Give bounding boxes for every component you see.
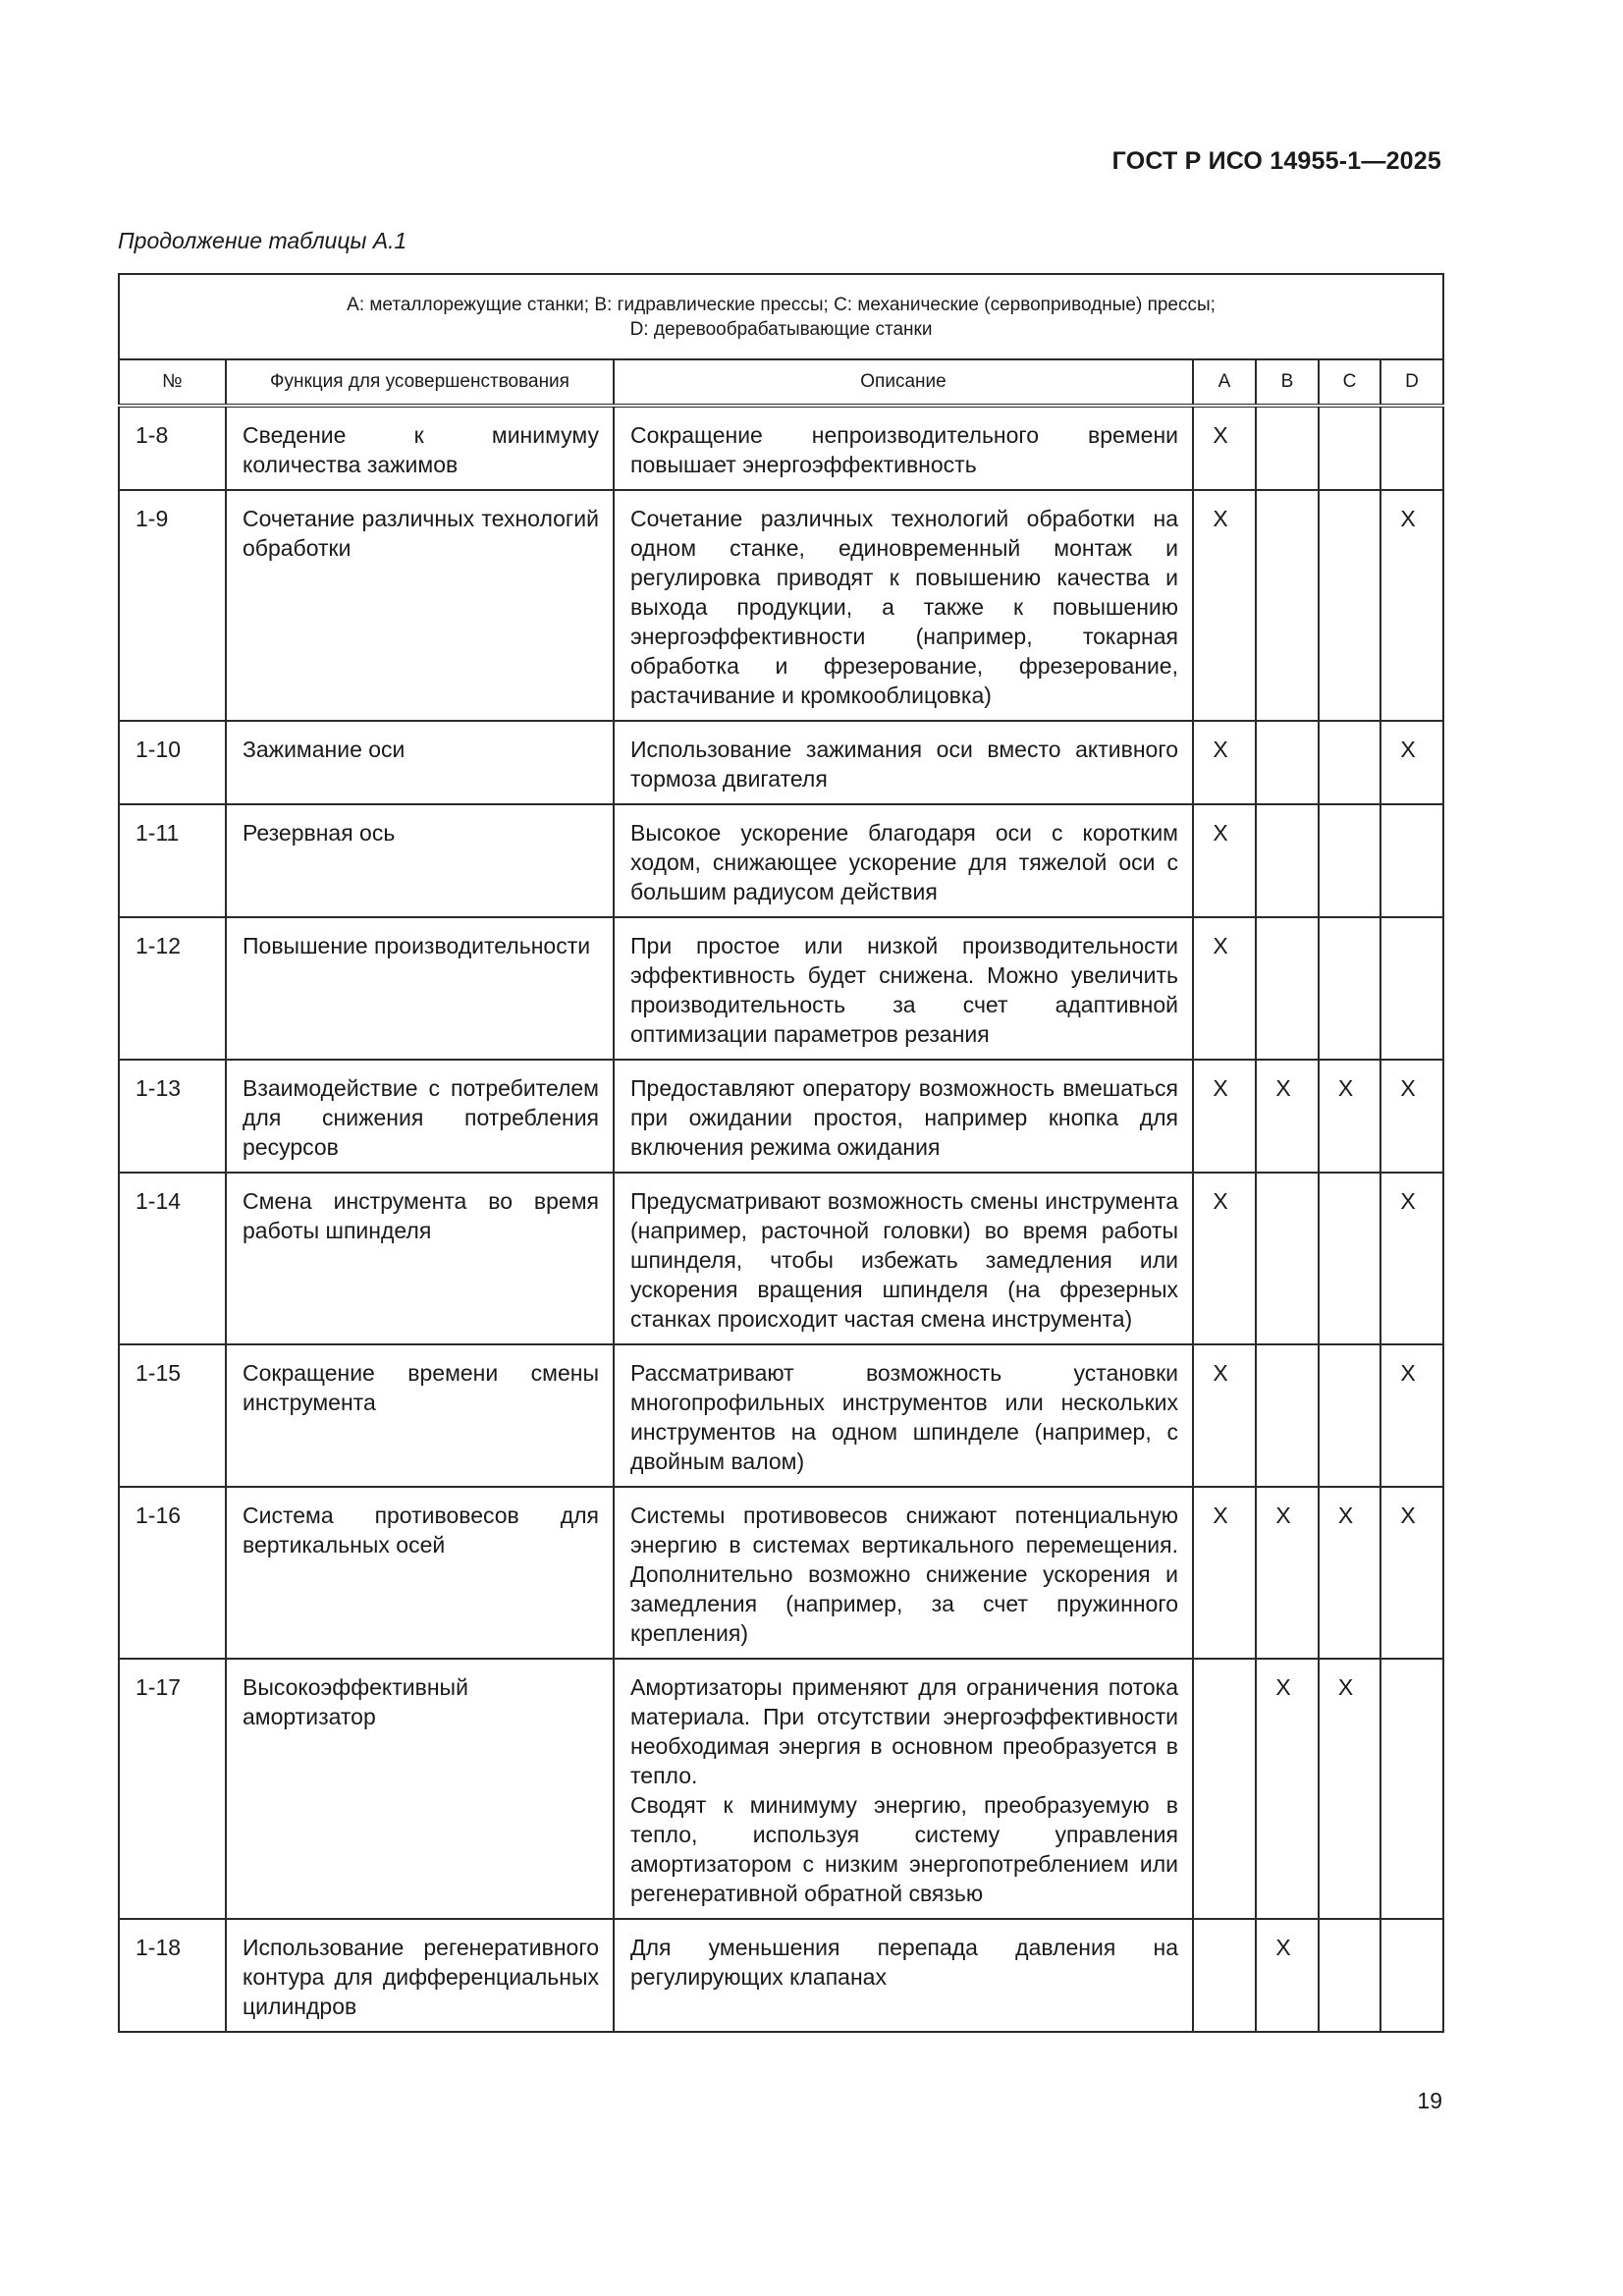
column-header-d: D [1380,359,1443,406]
table-caption: Продолжение таблицы А.1 [118,228,407,253]
row-description: Сокращение непроизводительного времени повышает энергоэффективность [614,406,1193,490]
row-mark-d [1380,917,1443,1060]
table-row [119,406,1443,490]
column-header-description: Описание [614,359,1193,406]
row-mark-b [1256,490,1319,721]
row-function: Сведение к минимуму количества зажимов [226,406,614,490]
table-row [119,1344,1443,1487]
row-number: 1-13 [119,1060,226,1173]
row-description: Системы противовесов снижают потенциальную энергию в системах вертикального перемещения. Дополнительно возможно снижение ускорения и замедления (например, за счет пружинного крепления) [614,1487,1193,1659]
row-number: 1-17 [119,1659,226,1919]
row-number: 1-18 [119,1919,226,2032]
row-description: Амортизаторы применяют для ограничения потока материала. При отсутствии энергоэффективности необходимая энергия в основном преобразуется в тепло. Сводят к минимуму энергию, преобразуемую в тепло, используя систему управления амортизатором с низким энергопотреблением или регенеративной обратной связью [614,1659,1193,1919]
row-function: Сокращение времени смены инструмента [226,1344,614,1487]
row-mark-a: X [1193,804,1256,917]
row-number: 1-10 [119,721,226,804]
row-mark-a: X [1193,1173,1256,1344]
row-mark-c [1319,917,1380,1060]
column-header-num: № [119,359,226,406]
row-mark-b: X [1256,1919,1319,2032]
row-mark-c [1319,1919,1380,2032]
row-mark-a: X [1193,1060,1256,1173]
row-mark-d: X [1380,490,1443,721]
row-mark-a [1193,1659,1256,1919]
column-header-a: A [1193,359,1256,406]
row-mark-b: X [1256,1487,1319,1659]
table-row [119,804,1443,917]
row-mark-b [1256,1173,1319,1344]
row-function: Зажимание оси [226,721,614,804]
row-mark-b [1256,721,1319,804]
row-mark-d: X [1380,1487,1443,1659]
page-number: 19 [1417,2088,1442,2113]
row-number: 1-14 [119,1173,226,1344]
row-mark-d [1380,1919,1443,2032]
row-number: 1-11 [119,804,226,917]
table-row [119,1173,1443,1344]
row-mark-c [1319,804,1380,917]
row-function: Смена инструмента во время работы шпинделя [226,1173,614,1344]
legend-line-2: D: деревообрабатывающие станки [629,318,933,340]
row-function: Система противовесов для вертикальных осей [226,1487,614,1659]
row-mark-d: X [1380,1060,1443,1173]
machine-type-legend [119,274,1443,359]
row-description: Сочетание различных технологий обработки на одном станке, единовременный монтаж и регулировка приводят к повышению качества и выхода продукции, а также к повышению энергоэффективности (например, токарная обработка и фрезерование, фрезерование, растачивание и кромкооблицовка) [614,490,1193,721]
row-mark-c [1319,1344,1380,1487]
row-mark-c: X [1319,1487,1380,1659]
row-mark-b: X [1256,1060,1319,1173]
row-number: 1-8 [119,406,226,490]
row-mark-a: X [1193,490,1256,721]
table-row [119,490,1443,721]
row-description: Предоставляют оператору возможность вмешаться при ожидании простоя, например кнопка для включения режима ожидания [614,1060,1193,1173]
row-mark-a: X [1193,917,1256,1060]
row-function: Взаимодействие с потребителем для снижения потребления ресурсов [226,1060,614,1173]
row-number: 1-9 [119,490,226,721]
row-mark-d [1380,406,1443,490]
table-row [119,1487,1443,1659]
row-mark-c [1319,721,1380,804]
column-header-row [119,359,1443,406]
row-mark-c [1319,1173,1380,1344]
column-header-function: Функция для усовершенствования [226,359,614,406]
row-mark-a [1193,1919,1256,2032]
row-description: Высокое ускорение благодаря оси с коротким ходом, снижающее ускорение для тяжелой оси с большим радиусом действия [614,804,1193,917]
legend-line-1: A: металлорежущие станки; B: гидравлические прессы; C: механические (сервоприводные) прессы; [347,294,1216,315]
row-number: 1-15 [119,1344,226,1487]
row-mark-b: X [1256,1659,1319,1919]
row-description: Рассматривают возможность установки многопрофильных инструментов или нескольких инструментов на одном шпинделе (например, с двойным валом) [614,1344,1193,1487]
row-mark-d [1380,804,1443,917]
row-mark-a: X [1193,721,1256,804]
row-function: Повышение производительности [226,917,614,1060]
row-mark-d: X [1380,1344,1443,1487]
row-mark-d [1380,1659,1443,1919]
row-mark-a: X [1193,1344,1256,1487]
table-row [119,1919,1443,2032]
row-function: Использование регенеративного контура для дифференциальных цилиндров [226,1919,614,2032]
row-mark-d: X [1380,1173,1443,1344]
table-row [119,1659,1443,1919]
column-header-b: B [1256,359,1319,406]
row-function: Высокоэффективный амортизатор [226,1659,614,1919]
row-mark-b [1256,804,1319,917]
table-row [119,1060,1443,1173]
table-row [119,917,1443,1060]
table-row [119,721,1443,804]
row-mark-c [1319,406,1380,490]
row-mark-c: X [1319,1060,1380,1173]
row-number: 1-12 [119,917,226,1060]
row-function: Сочетание различных технологий обработки [226,490,614,721]
row-description: При простое или низкой производительности эффективность будет снижена. Можно увеличить производительность за счет адаптивной оптимизации параметров резания [614,917,1193,1060]
column-header-c: C [1319,359,1380,406]
row-mark-b [1256,1344,1319,1487]
row-mark-b [1256,406,1319,490]
row-mark-b [1256,917,1319,1060]
row-description: Использование зажимания оси вместо активного тормоза двигателя [614,721,1193,804]
row-description: Предусматривают возможность смены инструмента (например, расточной головки) во время работы шпинделя, чтобы избежать замедления или ускорения вращения шпинделя (на фрезерных станках происходит частая смена инструмента) [614,1173,1193,1344]
row-mark-a: X [1193,1487,1256,1659]
row-function: Резервная ось [226,804,614,917]
row-mark-a: X [1193,406,1256,490]
row-description: Для уменьшения перепада давления на регулирующих клапанах [614,1919,1193,2032]
requirements-table [118,273,1444,2033]
row-number: 1-16 [119,1487,226,1659]
table-body [119,406,1443,2032]
document-code: ГОСТ Р ИСО 14955-1—2025 [1111,147,1441,175]
row-mark-c [1319,490,1380,721]
row-mark-d: X [1380,721,1443,804]
row-mark-c: X [1319,1659,1380,1919]
